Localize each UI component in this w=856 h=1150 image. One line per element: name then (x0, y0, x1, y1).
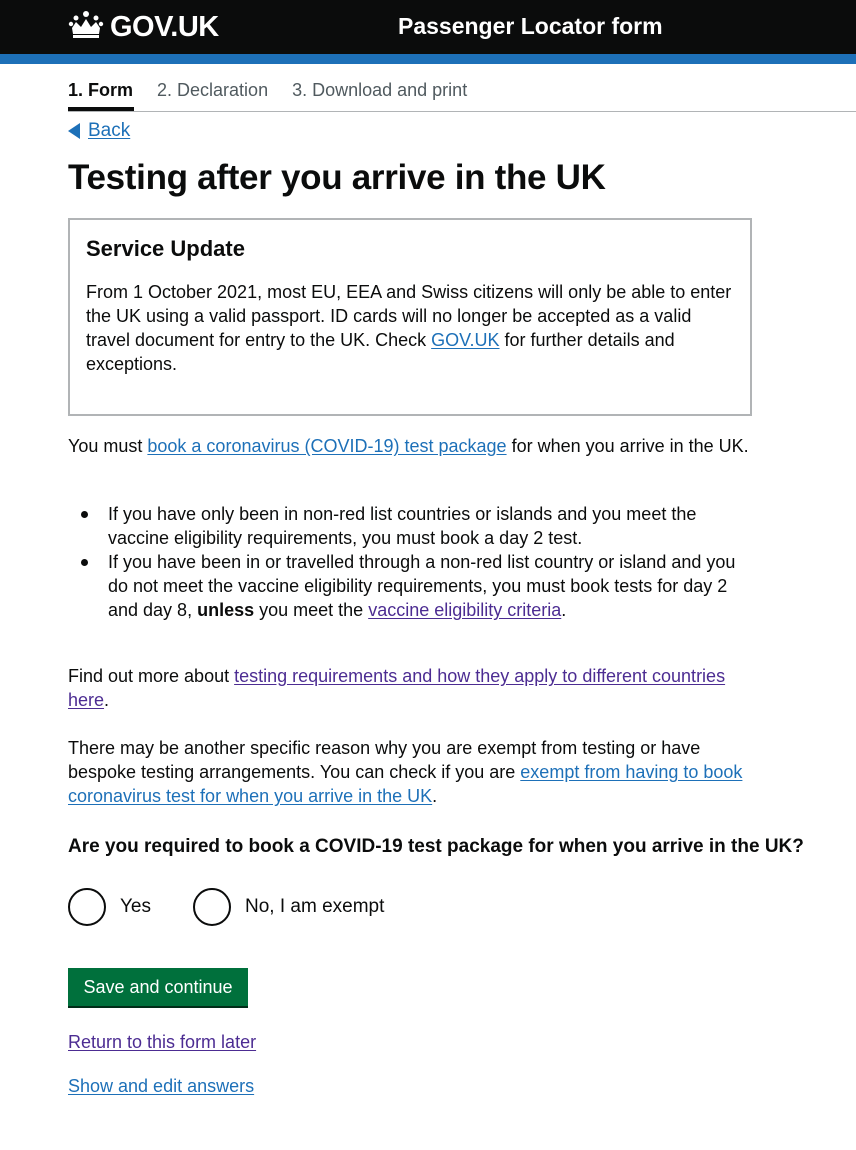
book-test-package-link[interactable]: book a coronavirus (COVID-19) test package (147, 436, 507, 456)
return-later-link[interactable]: Return to this form later (68, 1032, 257, 1052)
radio-yes-input[interactable] (68, 888, 106, 926)
list-item (108, 550, 748, 622)
exempt-paragraph (68, 736, 758, 808)
unless-emphasis: unless (197, 600, 255, 620)
intro-paragraph (68, 434, 788, 458)
back-link-container[interactable] (68, 120, 130, 142)
requirements-list (108, 502, 748, 622)
vaccine-eligibility-link[interactable]: vaccine eligibility criteria (368, 600, 562, 620)
exempt-link[interactable]: exempt from having to book coronavirus test for when you arrive in the UK (68, 762, 743, 806)
service-name[interactable]: Passenger Locator form (398, 13, 663, 39)
step-navigation (68, 80, 467, 101)
show-edit-answers-link[interactable]: Show and edit answers (68, 1076, 255, 1096)
test-required-question: Are you required to book a COVID-19 test package for when you arrive in the UK? (68, 836, 804, 857)
steps-divider (68, 111, 856, 112)
save-and-continue-button[interactable]: Save and continue (68, 968, 248, 1006)
back-link[interactable]: Back (88, 120, 131, 141)
logo-text: GOV.UK (110, 10, 219, 43)
service-update-panel (68, 218, 752, 416)
find-out-text: Find out more about (68, 666, 235, 686)
step-form[interactable]: 1. Form (68, 80, 134, 100)
radio-yes-label[interactable]: Yes (120, 896, 151, 917)
site-header (0, 0, 856, 54)
testing-requirements-link[interactable]: testing requirements and how they apply to different countries here (68, 666, 726, 710)
radio-yes[interactable] (68, 888, 151, 926)
find-out-more-paragraph (68, 664, 758, 712)
service-update-title: Service Update (86, 236, 245, 261)
service-update-text-end: for further details and exceptions. (86, 330, 675, 374)
list-item-text: If you have been in or travelled through a non-red list country or island and you do not meet the vaccine eligibility requirements, you must book tests for day 2 and day 8, (108, 552, 736, 620)
step-declaration[interactable]: 2. Declaration (157, 80, 269, 100)
exempt-text: There may be another specific reason why you are exempt from testing or have bespoke testing arrangements. You can check if you are (68, 738, 701, 782)
exempt-text-end: . (432, 786, 438, 806)
crown-icon (68, 10, 104, 45)
page-title: Testing after you arrive in the UK (68, 158, 606, 197)
list-item: If you have only been in non-red list countries or islands and you meet the vaccine eligibility requirements, you must book a day 2 test. (108, 502, 748, 550)
back-arrow-icon (68, 123, 80, 139)
intro-text-end: for when you arrive in the UK. (506, 436, 749, 456)
service-update-text-part: From 1 October 2021, most EU, EEA and Swiss citizens will only be able to enter the UK using a valid passport. ID cards will no longer be accepted as a valid travel document for entry to the UK. Check (86, 282, 732, 350)
radio-no-exempt-label[interactable]: No, I am exempt (245, 896, 385, 917)
list-item-text: you meet the (254, 600, 369, 620)
test-required-radio-group (68, 888, 384, 926)
find-out-text-end: . (104, 690, 110, 710)
govuk-link[interactable]: GOV.UK (431, 330, 500, 350)
header-accent-bar (0, 54, 856, 64)
list-item-text-end: . (561, 600, 567, 620)
intro-text: You must (68, 436, 148, 456)
radio-no-exempt-input[interactable] (193, 888, 231, 926)
govuk-logo-link[interactable] (68, 10, 219, 44)
step-download-print[interactable]: 3. Download and print (292, 80, 468, 100)
service-update-text (86, 280, 736, 376)
radio-no-exempt[interactable] (193, 888, 384, 926)
